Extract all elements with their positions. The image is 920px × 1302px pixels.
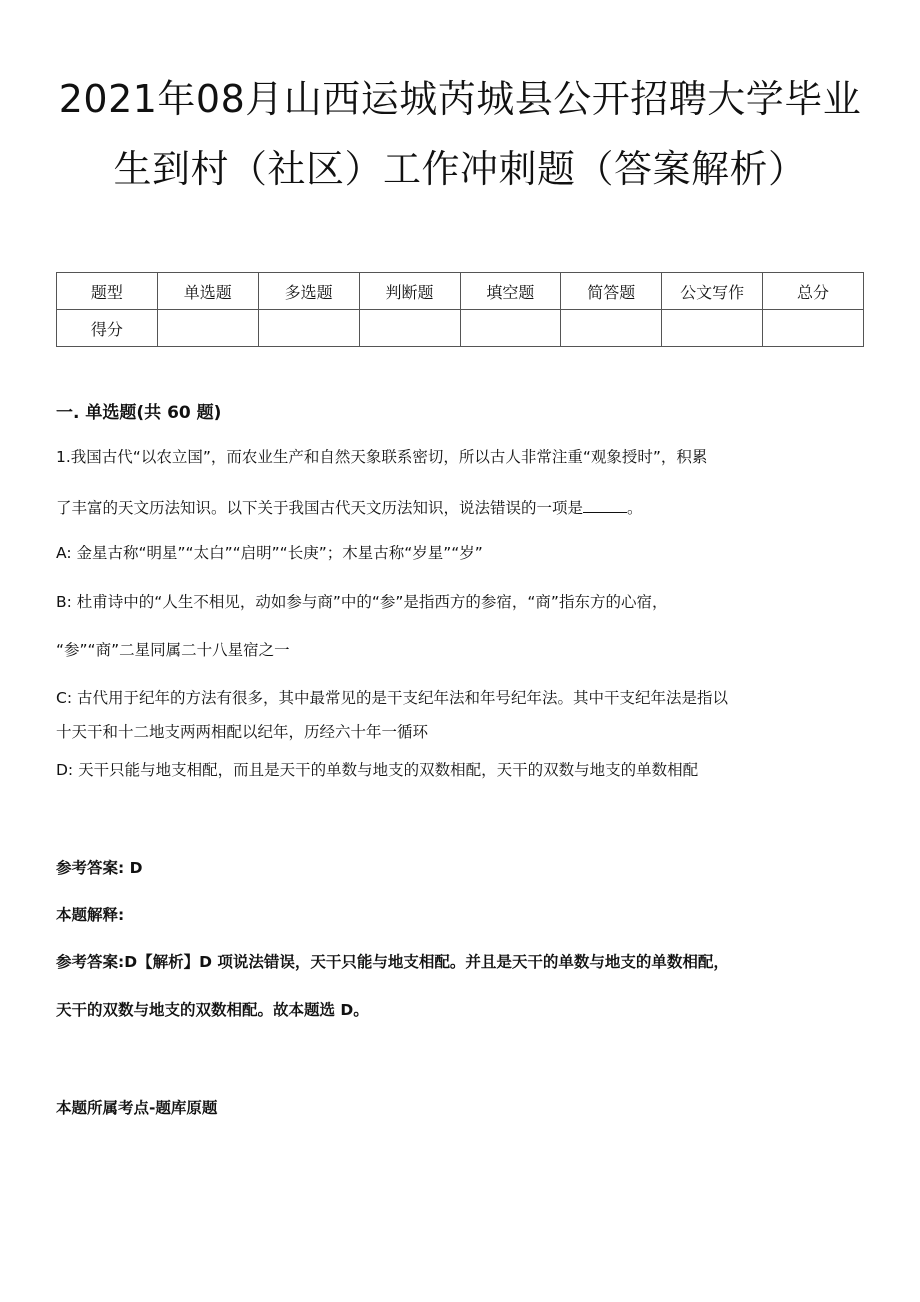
- option-c-line-2: 十天干和十二地支两两相配以纪年，历经六十年一循环: [56, 723, 429, 741]
- option-a: A: 金星古称“明星”“太白”“启明”“长庚”；木星古称“岁星”“岁”: [56, 544, 483, 562]
- document-title-line-2: 生到村（社区）工作冲刺题（答案解析）: [113, 147, 807, 191]
- question-stem-end: 。: [627, 499, 643, 517]
- score-table-score-row: [57, 310, 864, 347]
- option-c-line-1: C: 古代用于纪年的方法有很多，其中最常见的是干支纪年法和年号纪年法。其中干支纪年法是指以: [56, 689, 728, 707]
- header-cell-fill-blank: 填空题: [460, 273, 561, 310]
- header-cell-true-false: 判断题: [359, 273, 460, 310]
- score-cell: [763, 310, 864, 347]
- score-cell: [258, 310, 359, 347]
- header-cell-short-answer: 简答题: [561, 273, 662, 310]
- score-cell: [157, 310, 258, 347]
- score-table-header-row: [57, 273, 864, 310]
- score-cell: [359, 310, 460, 347]
- document-title-line-1: 2021年08月山西运城芮城县公开招聘大学毕业: [58, 77, 862, 121]
- header-cell-official-writing: 公文写作: [662, 273, 763, 310]
- score-cell: [561, 310, 662, 347]
- explanation-label: 本题解释:: [56, 906, 125, 924]
- reference-answer: 参考答案: D: [56, 859, 143, 877]
- header-cell-multiple-choice: 多选题: [258, 273, 359, 310]
- answer-blank: [583, 498, 627, 513]
- score-table: [56, 272, 864, 347]
- option-b-line-2: “参”“商”二星同属二十八星宿之一: [56, 641, 290, 659]
- header-cell-single-choice: 单选题: [157, 273, 258, 310]
- question-stem-text: 了丰富的天文历法知识。以下关于我国古代天文历法知识，说法错误的一项是: [56, 499, 584, 517]
- header-cell-type: 题型: [57, 273, 158, 310]
- explanation-line-2: 天干的双数与地支的双数相配。故本题选 D。: [56, 1001, 369, 1019]
- explanation-line-1: 参考答案:D【解析】D 项说法错误，天干只能与地支相配。并且是天干的单数与地支的单数相配，: [56, 953, 729, 971]
- section-heading: 一. 单选题(共 60 题): [56, 403, 222, 423]
- topic-label: 本题所属考点-题库原题: [56, 1099, 218, 1117]
- question-stem-line-2: [56, 498, 643, 517]
- header-cell-total: 总分: [763, 273, 864, 310]
- score-cell: [460, 310, 561, 347]
- question-stem-line-1: 1.我国古代“以农立国”，而农业生产和自然天象联系密切，所以古人非常注重“观象授时”，积累: [56, 448, 708, 466]
- option-b-line-1: B: 杜甫诗中的“人生不相见，动如参与商”中的“参”是指西方的参宿，“商”指东方的心宿，: [56, 593, 668, 611]
- option-d: D: 天干只能与地支相配，而且是天干的单数与地支的双数相配，天干的双数与地支的单数相配: [56, 761, 699, 779]
- score-row-label: 得分: [57, 310, 158, 347]
- score-cell: [662, 310, 763, 347]
